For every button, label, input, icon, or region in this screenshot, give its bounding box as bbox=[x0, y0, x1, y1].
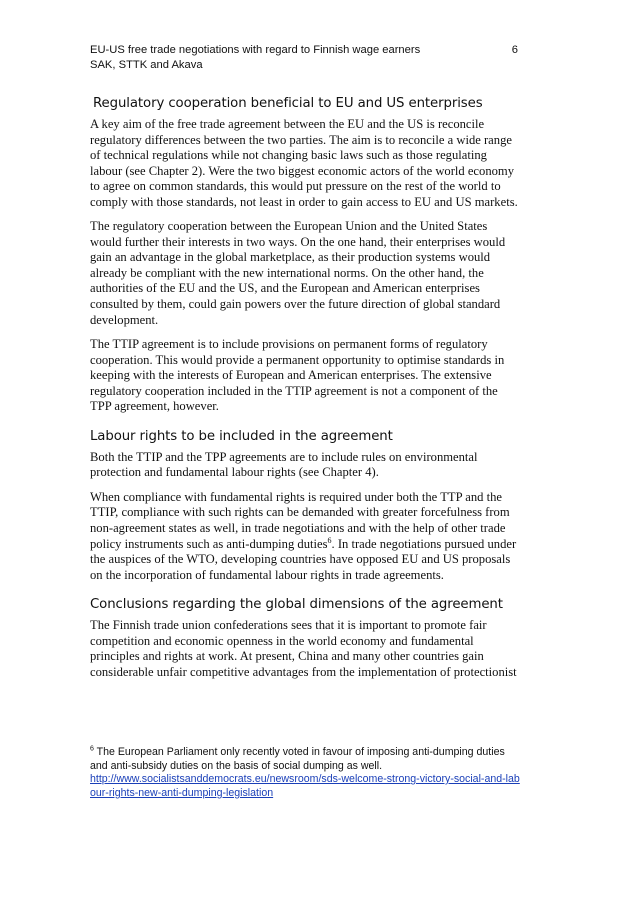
page-header bbox=[90, 43, 518, 72]
footnote-number: 6 bbox=[90, 745, 94, 753]
paragraph-text: When compliance with fundamental rights is required under both the TTP and the TTIP, compliance with such rights can be demanded with greater forcefulness from non-agreement states as well, in trade negotiations and with the help of other trade policy instruments such as anti-dumping duties bbox=[90, 489, 510, 551]
paragraph: When compliance with fundamental rights is required under both the TTP and the TTIP, compliance with such rights can be demanded with greater forcefulness from non-agreement states as well, in trade negotiations and with the help of other trade policy instruments such as anti-dumping duties$^6$. In trade negotiations pursued under the auspices of the WTO, developing countries have opposed EU and US proposals on the incorporation of fundamental labour rights in trade agreements. bbox=[90, 489, 517, 582]
document-title: EU-US free trade negotiations with regard to Finnish wage earners bbox=[90, 44, 421, 56]
paragraph: The TTIP agreement is to include provisions on permanent forms of regulatory cooperation. This would provide a permanent opportunity to optimise standards in keeping with the interests of European and American enterprises. The extensive regulatory cooperation included in the TTIP agreement is not a component of the TPP agreement, however. bbox=[90, 337, 505, 414]
paragraph: The Finnish trade union confederations sees that it is important to promote fair competition and economic openness in the world economy and fundamental principles and rights at work. At present, China and many other countries gain considerable unfair competitive advantages from the implementation of protectionist bbox=[90, 618, 517, 679]
paragraph: The regulatory cooperation between the European Union and the United States would further their interests in two ways. On the one hand, their enterprises would gain an advantage in the global marketplace, as their production systems would already be compliant with the new international norms. On the other hand, the authorities of the EU and the US, and the European and American enterprises consulted by them, could gain powers over the future direction of global standard development. bbox=[90, 219, 506, 327]
footnote-link[interactable]: http://www.socialistsanddemocrats.eu/newsroom/sds-welcome-strong-victory-social-and-labour-rights-new-anti-dumping-legislation bbox=[90, 773, 520, 799]
section-heading: Labour rights to be included in the agreement bbox=[90, 428, 393, 444]
section-heading: Regulatory cooperation beneficial to EU and US enterprises bbox=[93, 96, 483, 111]
paragraph: Both the TTIP and the TPP agreements are to include rules on environmental protection and fundamental labour rights (see Chapter 4). bbox=[90, 449, 478, 480]
section-heading: Conclusions regarding the global dimensions of the agreement bbox=[90, 597, 503, 613]
paragraph-text: In trade negotiations pursued under the auspices of the WTO, developing countries have opposed EU and US proposals on the incorporation of fundamental labour rights in trade agreements. bbox=[90, 536, 517, 582]
page-number: 6 bbox=[511, 44, 518, 56]
footnote-reference[interactable]: 6 bbox=[327, 535, 332, 545]
page-body bbox=[90, 96, 518, 689]
document-authors: SAK, STTK and Akava bbox=[90, 58, 203, 71]
paragraph: A key aim of the free trade agreement between the EU and the US is reconcile regulatory differences between the two parties. The aim is to reconcile a wide range of technical regulations while not changing basic laws such as those regulating labour (see Chapter 2). Were the two biggest economic actors of the world economy to agree on common standards, this would put pressure on the rest of the world to comply with those standards, not least in order to gain access to EU and US markets. bbox=[90, 117, 518, 209]
footnote bbox=[90, 746, 520, 800]
footnote-text: The European Parliament only recently voted in favour of imposing anti-dumping duties and anti-subsidy duties on the basis of social dumping as well. bbox=[90, 746, 505, 772]
